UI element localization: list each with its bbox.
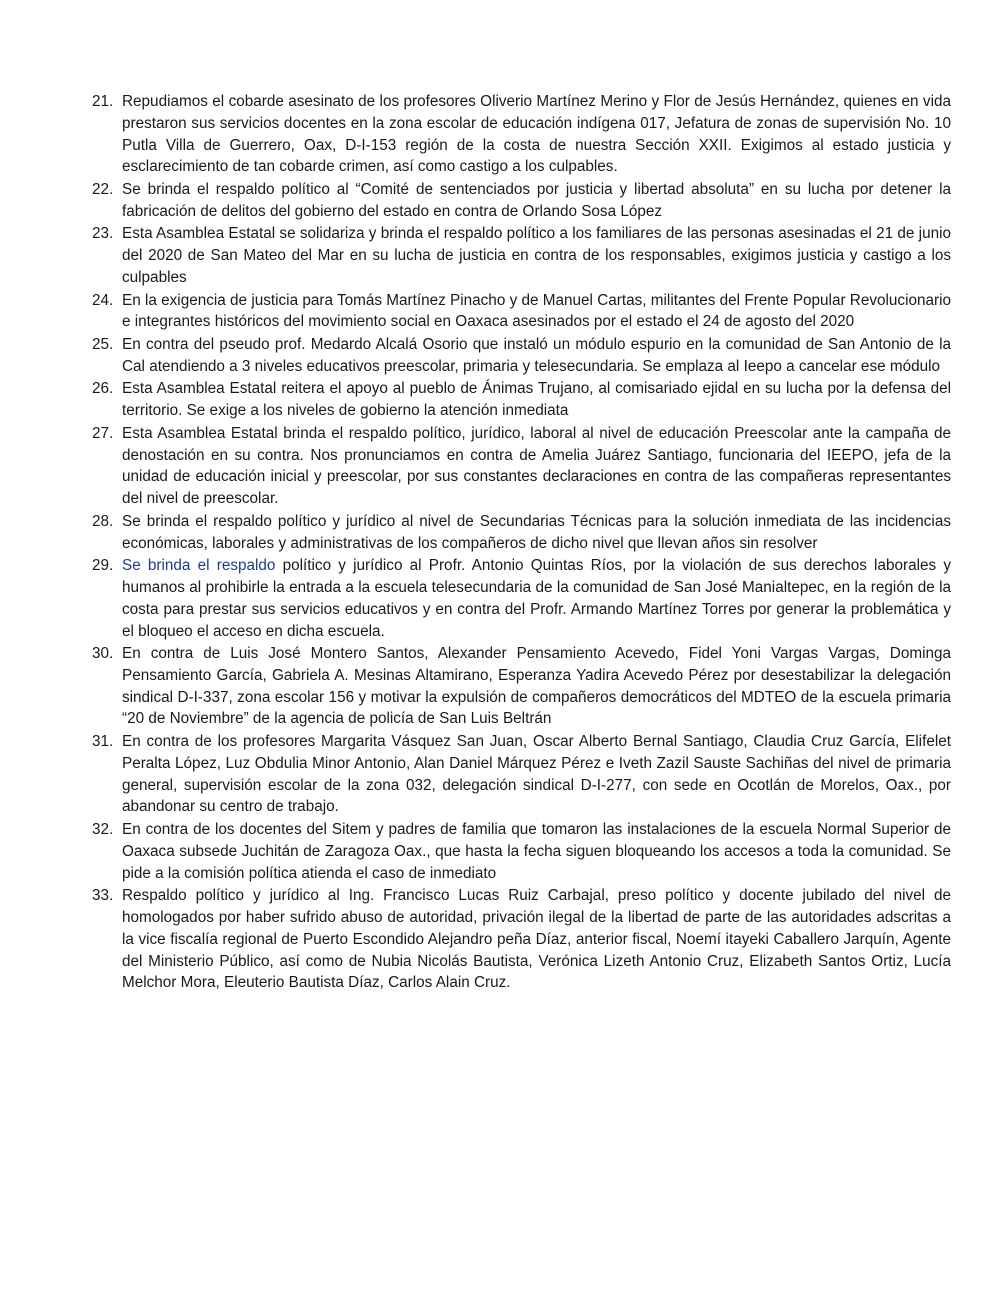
item-number: 26.: [92, 380, 114, 398]
item-number: 29.: [92, 557, 114, 575]
resolution-list: [0, 91, 951, 994]
list-item: [0, 179, 951, 223]
item-text: Repudiamos el cobarde asesinato de los profesores Oliverio Martínez Merino y Flor de Jesús Hernández, quienes en vida prestaron sus servicios docentes en la zona escolar de educación indígena 017, Jefatura de zonas de supervisión No. 10 Putla Villa de Guerrero, Oax, D-I-153 región de la costa de nuestra Sección XXII. Exigimos al estado justicia y esclarecimiento de tan cobarde crimen, así como castigo a los culpables.: [122, 93, 951, 176]
item-number: 24.: [92, 291, 114, 309]
list-item: [0, 223, 951, 288]
item-number: 22.: [92, 180, 114, 198]
item-text: En contra de los docentes del Sitem y padres de familia que tomaron las instalaciones de la escuela Normal Superior de Oaxaca subsede Juchitán de Zaragoza Oax., que hasta la fecha siguen bloqueando los accesos a toda la comunidad. Se pide a la comisión política atienda el caso de inmediato: [122, 821, 951, 882]
item-text: En contra de Luis José Montero Santos, Alexander Pensamiento Acevedo, Fidel Yoni Vargas Vargas, Dominga Pensamiento García, Gabriela A. Mesinas Altamirano, Esperanza Yadira Acevedo Pérez por desestabilizar la delegación sindical D-I-337, zona escolar 156 y motivar la expulsión de compañeros democráticos del MDTEO de la escuela primaria “20 de Noviembre” de la agencia de policía de San Luis Beltrán: [122, 645, 951, 728]
item-number: 27.: [92, 424, 114, 442]
list-item: [0, 731, 951, 818]
list-item: [0, 91, 951, 178]
list-item: [0, 290, 951, 334]
item-text: En contra del pseudo prof. Medardo Alcalá Osorio que instaló un módulo espurio en la comunidad de San Antonio de la Cal atendiendo a 3 niveles educativos preescolar, primaria y telesecundaria. Se emplaza al Ieepo a cancelar ese módulo: [122, 335, 951, 375]
list-item: [0, 511, 951, 555]
list-item: [0, 378, 951, 422]
item-text: Esta Asamblea Estatal brinda el respaldo político, jurídico, laboral al nivel de educación Preescolar ante la campaña de denostación en su contra. Nos pronunciamos en contra de Amelia Juárez Santiago, funcionaria del IEEPO, jefa de la unidad de educación inicial y preescolar, por sus constantes declaraciones en contra de las compañeras representantes del nivel de preescolar.: [122, 424, 951, 508]
item-text: [122, 555, 951, 642]
item-text: Se brinda el respaldo político y jurídico al nivel de Secundarias Técnicas para la solución inmediata de las incidencias económicas, laborales y administrativas de los compañeros de dicho nivel que llevan años sin resolver: [122, 512, 951, 552]
item-text: Esta Asamblea Estatal reitera el apoyo al pueblo de Ánimas Trujano, al comisariado ejidal en su lucha por la defensa del territorio. Se exige a los niveles de gobierno la atención inmediata: [122, 380, 951, 420]
item-number: 21.: [92, 93, 114, 110]
item-number: 31.: [92, 733, 114, 751]
list-item: [0, 334, 951, 378]
item-number: 23.: [92, 225, 114, 243]
item-text: En contra de los profesores Margarita Vásquez San Juan, Oscar Alberto Bernal Santiago, Claudia Cruz García, Elifelet Peralta López, Luz Obdulia Minor Antonio, Alan Daniel Márquez Pérez e Iveth Zazil Sauste Sachiñas del nivel de primaria general, supervisión escolar de la zona 032, delegación sindical D-I-277, con sede en Ocotlán de Morelos, Oax., por abandonar su centro de trabajo.: [122, 733, 951, 816]
item-text: En la exigencia de justicia para Tomás Martínez Pinacho y de Manuel Cartas, militantes del Frente Popular Revolucionario e integrantes históricos del movimiento social en Oaxaca asesinados por el estado el 24 de agosto del 2020: [122, 291, 951, 331]
list-item: [0, 643, 951, 730]
item-text: Respaldo político y jurídico al Ing. Francisco Lucas Ruiz Carbajal, preso político y docente jubilado del nivel de homologados por haber sufrido abuso de autoridad, privación ilegal de la libertad de parte de las autoridades adscritas a la vice fiscalía regional de Puerto Escondido Alejandro peña Díaz, anterior fiscal, Noemí itayeki Caballero Jarquín, Agente del Ministerio Público, así como de Nubia Nicolás Bautista, Verónica Lizeth Antonio Cruz, Elizabeth Santos Ortiz, Lucía Melchor Mora, Eleuterio Bautista Díaz, Carlos Alain Cruz.: [122, 887, 951, 992]
item-number: 32.: [92, 821, 114, 839]
item-number: 30.: [92, 645, 114, 663]
item-number: 28.: [92, 512, 114, 530]
item-lead-text: Se brinda el respaldo: [122, 557, 276, 575]
item-rest-text: político y jurídico al Profr. Antonio Quintas Ríos, por la violación de sus derechos laborales y humanos al prohibirle la entrada a la escuela telesecundaria de la comunidad de San José Manialtepec, en la región de la costa para prestar sus servicios educativos y en contra del Profr. Armando Martínez Torres por generar la problemática y el bloqueo el acceso en dicha escuela.: [122, 557, 951, 640]
list-item: [0, 819, 951, 884]
list-item: [0, 423, 951, 510]
item-number: 33.: [92, 887, 114, 905]
list-item: [0, 885, 951, 994]
list-item: [0, 555, 951, 642]
item-text: Se brinda el respaldo político al “Comité de sentenciados por justicia y libertad absoluta” en su lucha por detener la fabricación de delitos del gobierno del estado en contra de Orlando Sosa López: [122, 180, 951, 220]
item-text: Esta Asamblea Estatal se solidariza y brinda el respaldo político a los familiares de las personas asesinadas el 21 de junio del 2020 de San Mateo del Mar en su lucha de justicia en contra de los responsables, exigimos justicia y castigo a los culpables: [122, 225, 951, 286]
item-number: 25.: [92, 335, 114, 353]
